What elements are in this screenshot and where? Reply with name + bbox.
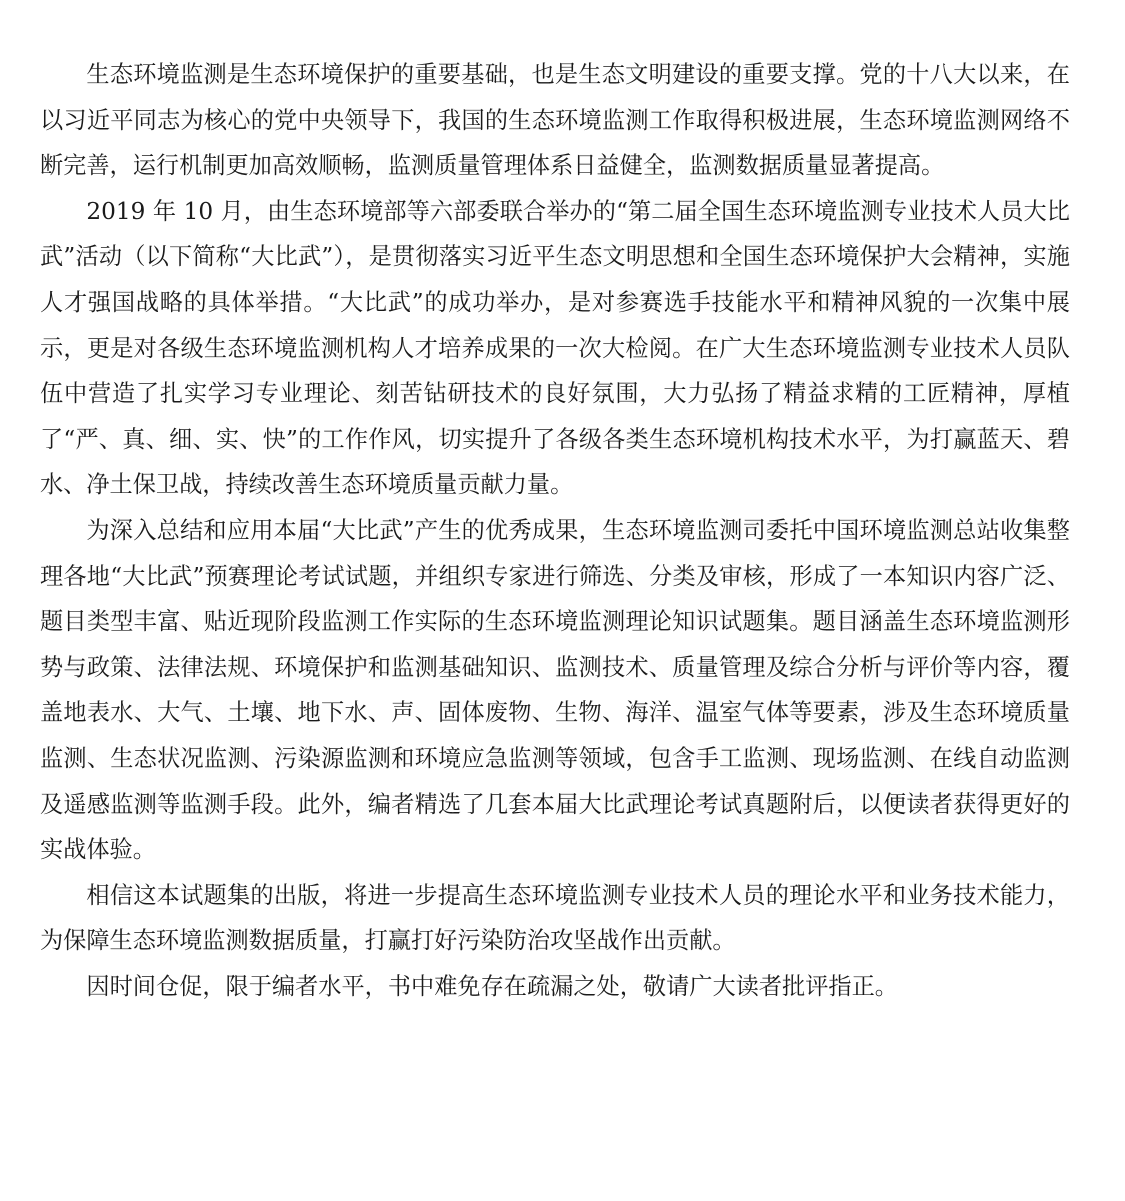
paragraph: 2019 年 10 月，由生态环境部等六部委联合举办的“第二届全国生态环境监测专业技术人员大比武”活动（以下简称“大比武”），是贯彻落实习近平生态文明思想和全国生态环境保护大会精神，实施人才强国战略的具体举措。“大比武”的成功举办，是对参赛选手技能水平和精神风貌的一次集中展示，更是对各级生态环境监测机构人才培养成果的一次大检阅。在广大生态环境监测专业技术人员队伍中营造了扎实学习专业理论、刻苦钻研技术的良好氛围，大力弘扬了精益求精的工匠精神，厚植了“严、真、细、实、快”的工作作风，切实提升了各级各类生态环境机构技术水平，为打赢蓝天、碧水、净土保卫战，持续改善生态环境质量贡献力量。 <box>40 197 1070 499</box>
paragraph: 相信这本试题集的出版，将进一步提高生态环境监测专业技术人员的理论水平和业务技术能力，为保障生态环境监测数据质量，打赢打好污染防治攻坚战作出贡献。 <box>40 881 1070 955</box>
paragraph: 因时间仓促，限于编者水平，书中难免存在疏漏之处，敬请广大读者批评指正。 <box>86 972 898 1000</box>
paragraph: 生态环境监测是生态环境保护的重要基础，也是生态文明建设的重要支撑。党的十八大以来，在以习近平同志为核心的党中央领导下，我国的生态环境监测工作取得积极进展，生态环境监测网络不断完善，运行机制更加高效顺畅，监测质量管理体系日益健全，监测数据质量显著提高。 <box>40 61 1070 180</box>
document-body <box>40 52 1070 1009</box>
paragraph: 为深入总结和应用本届“大比武”产生的优秀成果，生态环境监测司委托中国环境监测总站收集整理各地“大比武”预赛理论考试试题，并组织专家进行筛选、分类及审核，形成了一本知识内容广泛、题目类型丰富、贴近现阶段监测工作实际的生态环境监测理论知识试题集。题目涵盖生态环境监测形势与政策、法律法规、环境保护和监测基础知识、监测技术、质量管理及综合分析与评价等内容，覆盖地表水、大气、土壤、地下水、声、固体废物、生物、海洋、温室气体等要素，涉及生态环境质量监测、生态状况监测、污染源监测和环境应急监测等领域，包含手工监测、现场监测、在线自动监测及遥感监测等监测手段。此外，编者精选了几套本届大比武理论考试真题附后，以便读者获得更好的实战体验。 <box>40 516 1070 864</box>
